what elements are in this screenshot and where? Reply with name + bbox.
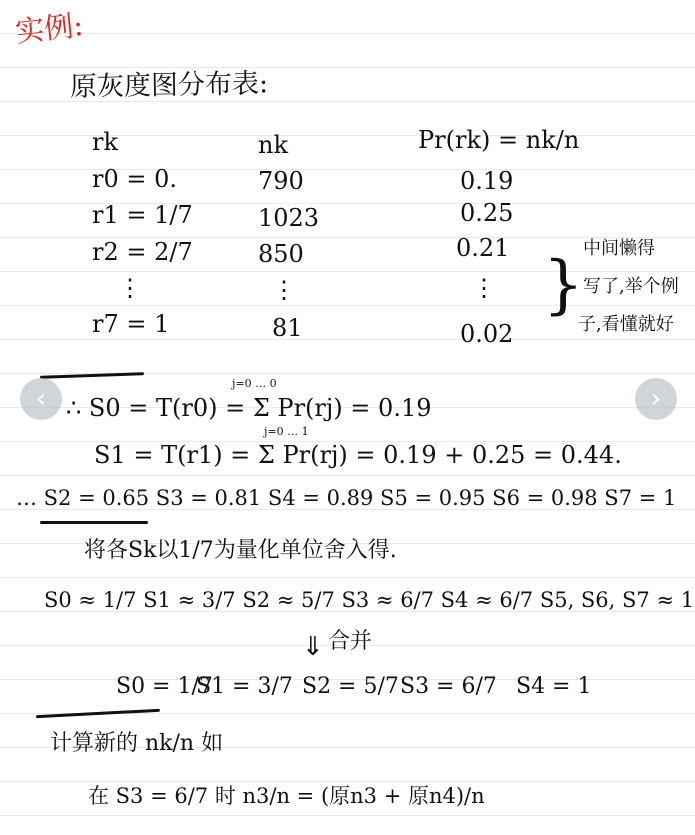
table-row-r7: r7 = 1 (92, 310, 170, 338)
header-rk: rk (92, 128, 119, 156)
table-row-n1: 1023 (258, 204, 320, 232)
table-row-n7: 81 (272, 314, 303, 342)
table-row-n2: 850 (258, 240, 304, 268)
table-row-p7: 0.02 (460, 320, 514, 348)
merge-arrow-icon: ⇓ (302, 632, 324, 662)
quantize-label: 将各Sk以1/7为量化单位舍入得. (84, 538, 397, 563)
next-page-button[interactable] (635, 378, 677, 420)
side-note-line2: 写了,举个例 (583, 276, 679, 297)
table-row-p0: 0.19 (460, 167, 514, 195)
table-row-p1: 0.25 (460, 199, 514, 227)
prev-page-button[interactable] (20, 378, 62, 420)
table-row-n-ellipsis: ⋮ (272, 276, 296, 304)
calc-rest-values: … S2 = 0.65 S3 = 0.81 S4 = 0.89 S5 = 0.95 S6 = 0.98 S7 = 1 (16, 486, 677, 510)
table-row-p2: 0.21 (456, 234, 510, 262)
example-heading: 实例: (13, 7, 85, 49)
brace-symbol: } (543, 248, 584, 322)
calc-s1: S1 = T(r1) = Σ Pr(rj) = 0.19 + 0.25 = 0.44. (94, 441, 622, 469)
divider-mid (40, 521, 148, 524)
table-title: 原灰度图分布表: (69, 68, 269, 103)
table-row-r2: r2 = 2/7 (92, 238, 193, 266)
table-row-r1: r1 = 1/7 (92, 201, 193, 229)
table-row-n0: 790 (258, 167, 304, 195)
side-note-line1: 中间懒得 (583, 238, 655, 259)
merged-s3: S3 = 6/7 (400, 674, 497, 699)
calc-s1-sum-limits: j=0 … 1 (264, 425, 309, 438)
chevron-right-icon: › (650, 384, 662, 414)
approx-line: S0 ≈ 1/7 S1 ≈ 3/7 S2 ≈ 5/7 S3 ≈ 6/7 S4 ≈ 6/7 S5, S6, S7 ≈ 1 (44, 588, 695, 612)
example-line: 在 S3 = 6/7 时 n3/n = (原n3 + 原n4)/n (88, 784, 485, 808)
merged-s4: S4 = 1 (516, 674, 592, 699)
table-row-r-ellipsis: ⋮ (118, 274, 142, 302)
merged-s2: S2 = 5/7 (302, 674, 399, 699)
merged-s1: S1 = 3/7 (196, 674, 293, 699)
side-note-line3: 子,看懂就好 (578, 314, 674, 335)
chevron-left-icon: ‹ (35, 384, 47, 414)
calc-s0: ∴ S0 = T(r0) = Σ Pr(rj) = 0.19 (66, 394, 432, 422)
table-row-p-ellipsis: ⋮ (472, 274, 496, 302)
calc-s0-sum-limits: j=0 … 0 (232, 377, 277, 390)
header-nk: nk (258, 131, 288, 159)
table-row-r0: r0 = 0. (92, 165, 178, 193)
compute-label: 计算新的 nk/n 如 (50, 731, 224, 756)
header-prk: Pr(rk) = nk/n (418, 126, 580, 154)
merged-s0: S0 = 1/7 (116, 674, 213, 699)
merge-label: 合并 (328, 629, 373, 654)
